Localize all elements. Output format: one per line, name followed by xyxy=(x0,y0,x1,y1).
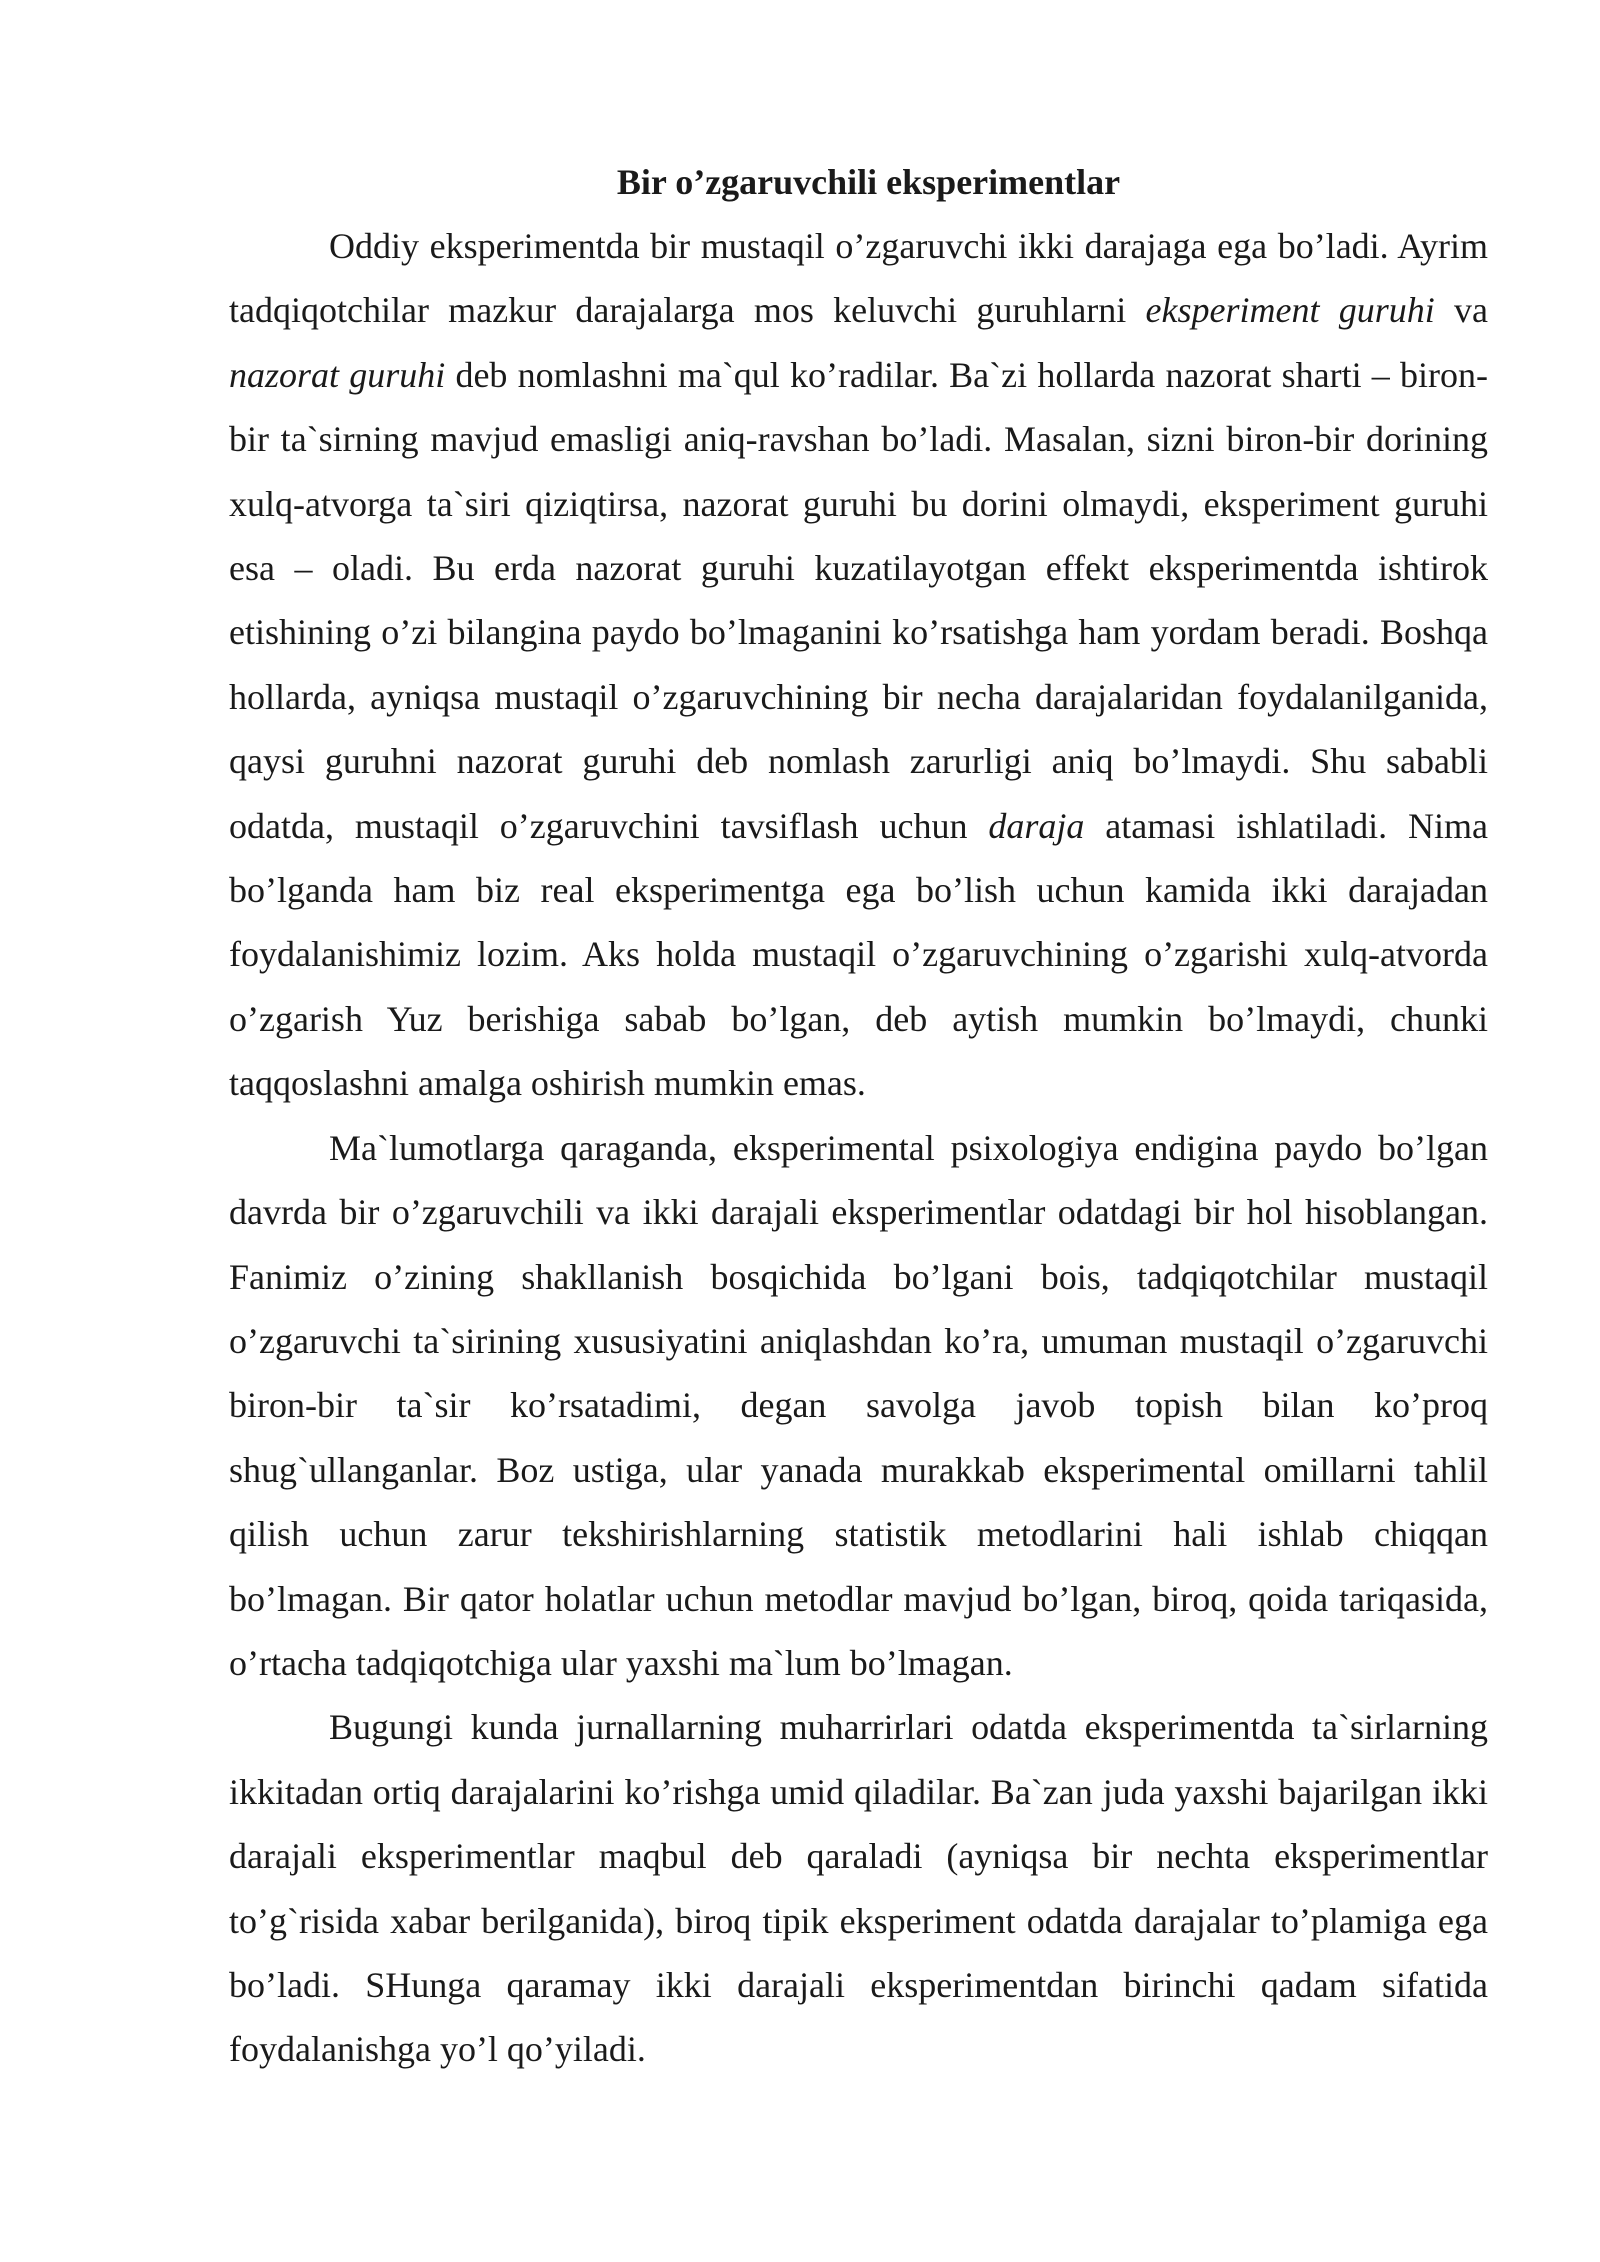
paragraph-3: Bugungi kunda jurnallarning muharrirlari odatda eksperimentda ta`sirlarning ikkitadan ortiq darajalarini ko’rishga umid qiladilar. Ba`zan juda yaxshi bajarilgan ikki darajali eksperimentlar maqbul deb qaraladi (ayniqsa bir nechta eksperimentlar to’g`risida xabar berilganida), biroq tipik eksperiment odatda darajalar to’plamiga ega bo’ladi. SHunga qaramay ikki darajali eksperimentdan birinchi qadam sifatida foydalanishga yo’l qo’yiladi. xyxy=(229,1707,1488,2070)
term-nazorat-guruhi: nazorat guruhi xyxy=(229,354,446,395)
term-eksperiment-guruhi: eksperiment guruhi xyxy=(1145,290,1435,331)
paragraph-1-text-c: deb nomlashni ma`qul ko’radilar. Ba`zi hollarda nazorat sharti – biron-bir ta`sirning mavjud emasligi aniq-ravshan bo’ladi. Masalan, sizni biron-bir dorining xulq-atvorga ta`siri qiziqtirsa, nazorat guruhi bu dorini olmaydi, eksperiment guruhi esa – oladi. Bu erda nazorat guruhi kuzatilayotgan effekt eksperimentda ishtirok etishining o’zi bilangina paydo bo’lmaganini ko’rsatishga ham yordam beradi. Boshqa hollarda, ayniqsa mustaqil o’zgaruvchining bir necha darajalaridan foydalanilganida, qaysi guruhni nazorat guruhi deb nomlash zarurligi aniq bo’lmaydi. Shu sababli odatda, mustaqil o’zgaruvchini tavsiflash uchun xyxy=(229,354,1488,846)
paragraph-1-text-b: va xyxy=(1434,290,1488,331)
document-page xyxy=(229,150,1488,2082)
paragraph-1-text-a: Oddiy eksperimentda bir mustaqil o’zgaruvchi ikki darajaga ega bo’ladi. Ayrim tadqiqotchilar mazkur darajalarga mos keluvchi guruhlarni xyxy=(229,226,1488,331)
paragraph-2: Ma`lumotlarga qaraganda, eksperimental psixologiya endigina paydo bo’lgan davrda bir o’zgaruvchili va ikki darajali eksperimentlar odatdagi bir hol hisoblangan. Fanimiz o’zining shakllanish bosqichida bo’lgani bois, tadqiqotchilar mustaqil o’zgaruvchi ta`sirining xususiyatini aniqlashdan ko’ra, umuman mustaqil o’zgaruvchi biron-bir ta`sir ko’rsatadimi, degan savolga javob topish bilan ko’proq shug`ullanganlar. Boz ustiga, ular yanada murakkab eksperimental omillarni tahlil qilish uchun zarur tekshirishlarning statistik metodlarini hali ishlab chiqqan bo’lmagan. Bir qator holatlar uchun metodlar mavjud bo’lgan, biroq, qoida tariqasida, o’rtacha tadqiqotchiga ular yaxshi ma`lum bo’lmagan. xyxy=(229,1127,1488,1683)
term-daraja: daraja xyxy=(988,805,1085,846)
paragraph-1-text-d: atamasi ishlatiladi. Nima bo’lganda ham biz real eksperimentga ega bo’lish uchun kamida ikki darajadan foydalanishimiz lozim. Aks holda mustaqil o’zgaruvchining o’zgarishi xulq-atvorda o’zgarish Yuz berishiga sabab bo’lgan, deb aytish mumkin bo’lmaydi, chunki taqqoslashni amalga oshirish mumkin emas. xyxy=(229,805,1488,1104)
paragraph-1 xyxy=(229,214,1488,1116)
document-title: Bir o’zgaruvchili eksperimentlar xyxy=(616,162,1121,202)
